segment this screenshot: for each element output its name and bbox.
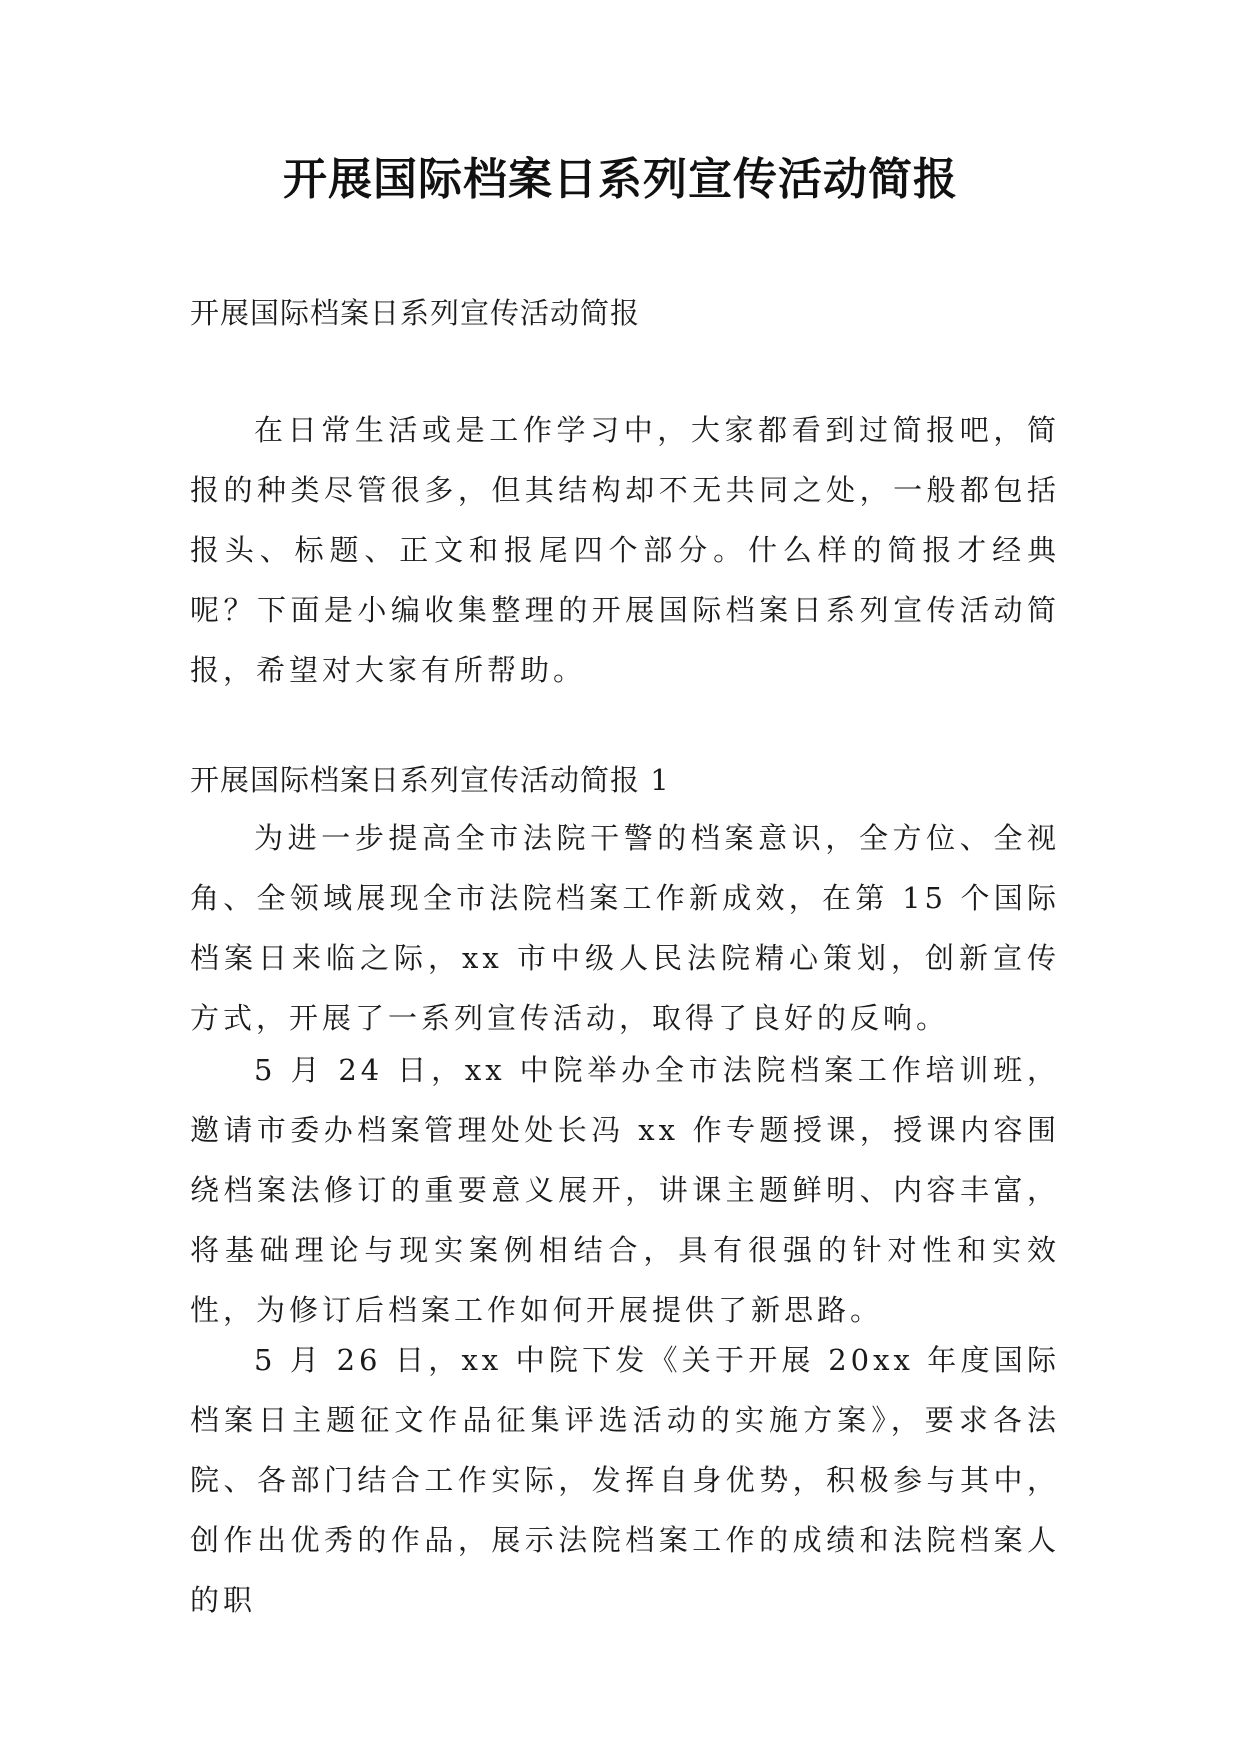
section-heading: 开展国际档案日系列宣传活动简报 1 [190, 763, 670, 797]
body-paragraph-1: 为进一步提高全市法院干警的档案意识，全方位、全视角、全领域展现全市法院档案工作新成效，在第 15 个国际档案日来临之际，xx 市中级人民法院精心策划，创新宣传方式，开展了一系列宣传活动，取得了良好的反响。 [190, 821, 1060, 1035]
body-paragraph-3: 5 月 26 日，xx 中院下发《关于开展 20xx 年度国际档案日主题征文作品征集评选活动的实施方案》，要求各法院、各部门结合工作实际，发挥自身优势，积极参与其中，创作出优秀的作品，展示法院档案工作的成绩和法院档案人的职 [190, 1343, 1060, 1617]
document-subtitle: 开展国际档案日系列宣传活动简报 [190, 296, 641, 330]
intro-paragraph: 在日常生活或是工作学习中，大家都看到过简报吧，简报的种类尽管很多，但其结构却不无共同之处，一般都包括报头、标题、正文和报尾四个部分。什么样的简报才经典呢？下面是小编收集整理的开展国际档案日系列宣传活动简报，希望对大家有所帮助。 [190, 413, 1060, 687]
document-title: 开展国际档案日系列宣传活动简报 [283, 154, 958, 205]
body-paragraph-2: 5 月 24 日，xx 中院举办全市法院档案工作培训班，邀请市委办档案管理处处长冯 xx 作专题授课，授课内容围绕档案法修订的重要意义展开，讲课主题鲜明、内容丰富，将基础理论与现实案例相结合，具有很强的针对性和实效性，为修订后档案工作如何开展提供了新思路。 [190, 1053, 1060, 1327]
